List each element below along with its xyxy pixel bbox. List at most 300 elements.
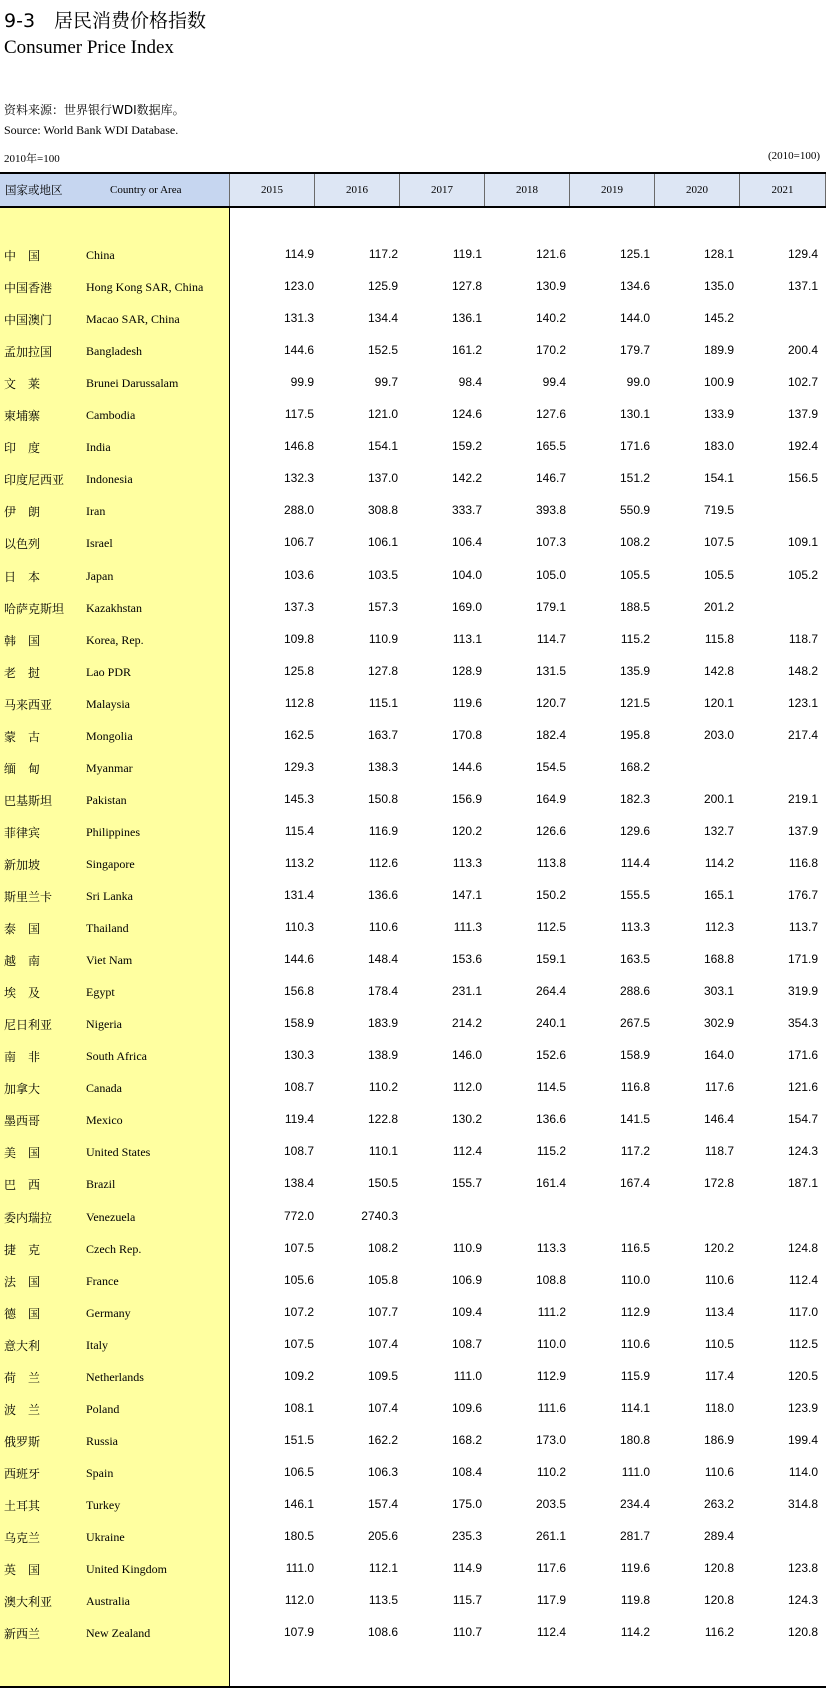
row-value: 111.6 [537,1400,566,1415]
row-country-en: France [86,1273,119,1288]
row-value: 148.4 [367,952,398,967]
row-value: 98.4 [458,375,482,390]
row-value: 162.5 [283,727,314,742]
row-value: 115.7 [452,1593,482,1608]
row-value: 150.8 [367,791,398,806]
row-value: 161.4 [535,1176,566,1191]
table-row [0,1271,826,1291]
table-row [0,1078,826,1098]
row-value: 108.1 [283,1400,314,1415]
row-country-en: South Africa [86,1049,147,1064]
row-value: 148.2 [787,663,818,678]
row-value: 110.2 [536,1464,566,1479]
row-value: 263.2 [703,1496,734,1511]
row-country-en: Indonesia [86,472,133,487]
row-value: 112.5 [788,1336,818,1351]
header-country [0,174,230,206]
row-value: 126.6 [535,823,566,838]
row-value: 123.1 [787,695,818,710]
row-country-en: Kazakhstan [86,600,142,615]
row-value: 289.4 [703,1529,734,1543]
row-value: 109.5 [367,1368,398,1383]
row-value: 114.1 [620,1400,650,1415]
table-bottom-rule [0,1686,826,1688]
row-value: 113.5 [368,1593,398,1608]
row-country-en: Hong Kong SAR, China [86,280,204,295]
row-value: 114.4 [620,855,650,870]
row-country-cn: 马来西亚 [4,697,53,712]
row-country-cn: 伊 朗 [4,505,41,520]
header-country-en: Country or Area [110,184,182,196]
row-value: 267.5 [619,1016,650,1031]
row-value: 156.8 [283,984,314,999]
row-value: 200.1 [703,791,734,806]
table-row [0,1046,826,1066]
header-country-cn: 国家或地区 [5,183,63,197]
table-row [0,1527,826,1547]
row-value: 112.4 [788,1272,818,1287]
row-value: 157.4 [367,1496,398,1511]
row-value: 158.9 [619,1048,650,1063]
row-value: 105.5 [703,567,734,582]
row-value: 146.1 [283,1496,314,1511]
row-value: 112.5 [536,920,566,935]
row-value: 113.3 [452,855,482,870]
row-value: 110.9 [368,631,398,646]
table-row [0,790,826,810]
row-value: 123.9 [787,1400,818,1415]
row-value: 159.2 [451,439,482,454]
row-value: 107.4 [367,1400,398,1415]
row-value: 203.5 [535,1496,566,1511]
table-header [0,174,826,206]
row-country-en: United States [86,1145,151,1160]
row-value: 354.3 [787,1016,818,1031]
row-value: 111.0 [453,1368,482,1383]
row-value: 112.4 [536,1625,566,1640]
table-row [0,662,826,682]
table-row [0,437,826,457]
row-value: 201.2 [703,599,734,614]
table-row [0,630,826,650]
row-value: 157.3 [367,599,398,614]
row-country-cn: 法 国 [4,1274,41,1289]
row-country-en: Lao PDR [86,664,131,679]
row-value: 120.2 [703,1240,734,1255]
row-value: 171.9 [787,952,818,967]
row-value: 127.6 [535,407,566,422]
row-value: 113.2 [284,855,314,870]
row-value: 110.0 [536,1336,566,1351]
table-row [0,886,826,906]
row-country-cn: 墨西哥 [4,1114,41,1129]
row-value: 103.6 [283,567,314,582]
row-value: 146.8 [283,439,314,454]
row-value: 120.8 [703,1593,734,1608]
row-country-en: Pakistan [86,792,127,807]
row-value: 240.1 [535,1016,566,1031]
row-country-cn: 西班牙 [4,1466,41,1481]
table-row [0,566,826,586]
row-value: 108.2 [619,535,650,550]
table-row [0,950,826,970]
row-value: 155.5 [619,888,650,902]
row-country-cn: 韩 国 [4,633,41,648]
row-value: 195.8 [619,727,650,742]
row-value: 169.0 [451,599,482,614]
row-country-cn: 老 挝 [4,665,41,680]
row-value: 125.8 [283,663,314,678]
row-value: 120.1 [703,695,734,710]
row-value: 106.7 [283,535,314,550]
row-value: 183.9 [367,1016,398,1031]
row-value: 124.3 [787,1593,818,1608]
row-value: 114.7 [536,631,566,646]
row-value: 308.8 [367,503,398,518]
row-country-en: Viet Nam [86,953,133,968]
row-value: 107.5 [703,535,734,550]
row-country-cn: 越 南 [4,954,41,969]
page-title-en: Consumer Price Index [4,37,174,58]
row-country-en: Italy [86,1337,108,1352]
row-value: 99.7 [374,375,398,390]
row-value: 121.6 [535,247,566,261]
row-value: 170.8 [451,727,482,742]
row-country-en: Brazil [86,1177,116,1192]
row-value: 107.7 [367,1304,398,1319]
row-country-en: Spain [86,1465,114,1480]
row-value: 124.8 [787,1240,818,1255]
row-value: 136.6 [367,888,398,902]
row-value: 156.9 [451,791,482,806]
row-value: 102.7 [787,375,818,390]
row-value: 137.9 [787,407,818,422]
cpi-table [0,172,826,1692]
row-value: 119.1 [452,247,482,261]
row-value: 200.4 [787,343,818,358]
row-value: 106.9 [451,1272,482,1287]
row-value: 115.2 [620,631,650,646]
row-value: 192.4 [787,439,818,454]
row-value: 141.5 [619,1112,650,1127]
row-country-en: Thailand [86,921,129,936]
table-row [0,1014,826,1034]
row-country-en: Sri Lanka [86,889,133,903]
row-value: 120.5 [787,1368,818,1383]
row-value: 165.5 [535,439,566,454]
row-value: 99.0 [626,375,650,390]
row-value: 2740.3 [361,1208,398,1223]
row-value: 108.6 [367,1625,398,1640]
row-value: 138.3 [367,759,398,774]
row-value: 178.4 [367,984,398,999]
row-country-en: Myanmar [86,760,133,775]
table-row [0,245,826,265]
table-row [0,918,826,938]
table-row [0,1303,826,1323]
row-value: 203.0 [703,727,734,742]
row-country-en: Poland [86,1401,120,1416]
row-country-cn: 泰 国 [4,922,41,937]
row-value: 107.5 [283,1240,314,1255]
row-value: 106.1 [367,535,398,550]
row-value: 137.3 [283,599,314,614]
row-value: 161.2 [451,343,482,358]
row-value: 231.1 [451,984,482,999]
row-value: 175.0 [451,1496,482,1511]
row-value: 281.7 [619,1529,650,1543]
row-value: 110.3 [284,920,314,935]
row-value: 124.3 [787,1144,818,1159]
row-value: 137.9 [787,823,818,838]
row-country-cn: 土耳其 [4,1498,41,1513]
row-value: 125.9 [367,279,398,294]
row-country-cn: 俄罗斯 [4,1434,41,1449]
row-value: 314.8 [787,1496,818,1511]
row-value: 117.9 [536,1593,566,1608]
row-value: 333.7 [451,503,482,518]
row-value: 128.9 [451,663,482,678]
row-value: 150.2 [535,888,566,902]
row-value: 138.4 [283,1176,314,1191]
row-value: 112.9 [536,1368,566,1383]
row-value: 106.4 [451,535,482,550]
row-value: 119.6 [620,1561,650,1576]
row-value: 124.6 [451,407,482,422]
row-value: 135.0 [703,279,734,294]
table-row [0,469,826,489]
row-value: 118.7 [788,631,818,646]
row-value: 115.2 [536,1144,566,1159]
row-value: 110.0 [620,1272,650,1287]
row-value: 171.6 [619,439,650,454]
table-row [0,694,826,714]
row-value: 138.9 [367,1048,398,1063]
table-row [0,758,826,778]
row-value: 303.1 [703,984,734,999]
row-country-en: United Kingdom [86,1562,167,1577]
row-value: 127.8 [451,279,482,294]
row-value: 146.7 [535,471,566,486]
row-country-en: Australia [86,1594,130,1609]
row-value: 144.6 [451,759,482,774]
row-country-en: Malaysia [86,696,130,711]
row-value: 182.4 [535,727,566,742]
row-country-cn: 柬埔寨 [4,409,41,424]
row-value: 109.8 [283,631,314,646]
row-country-cn: 日 本 [4,569,41,584]
base-year-note-en: (2010=100) [767,150,820,162]
row-value: 116.8 [620,1080,650,1095]
row-country-en: China [86,248,115,262]
row-country-cn: 意大利 [4,1338,41,1353]
row-value: 112.9 [620,1304,650,1319]
row-value: 129.3 [283,759,314,774]
table-row [0,598,826,618]
row-country-en: Japan [86,568,114,583]
row-country-cn: 尼日利亚 [4,1018,53,1033]
row-value: 106.3 [367,1464,398,1479]
row-value: 99.4 [542,375,566,390]
row-value: 114.2 [620,1625,650,1640]
row-value: 189.9 [703,343,734,358]
row-value: 156.5 [787,471,818,486]
row-value: 135.9 [619,663,650,678]
row-value: 129.4 [787,247,818,261]
row-value: 217.4 [787,727,818,742]
table-row [0,373,826,393]
row-country-cn: 缅 甸 [4,761,41,776]
table-row [0,1239,826,1259]
row-value: 107.2 [283,1304,314,1319]
row-value: 110.7 [452,1625,482,1640]
row-country-cn: 捷 克 [4,1242,41,1257]
row-value: 110.6 [704,1272,734,1287]
row-value: 132.7 [703,823,734,838]
row-value: 110.1 [368,1144,398,1159]
row-value: 121.6 [787,1080,818,1095]
row-country-cn: 哈萨克斯坦 [4,601,65,616]
row-value: 112.4 [452,1144,482,1159]
row-value: 550.9 [619,503,650,518]
row-value: 393.8 [535,503,566,518]
row-value: 117.2 [620,1144,650,1159]
row-value: 108.8 [535,1272,566,1287]
row-country-en: New Zealand [86,1626,151,1641]
row-country-cn: 英 国 [4,1563,41,1578]
row-value: 199.4 [787,1432,818,1447]
row-value: 128.1 [703,247,734,261]
header-year: 2021 [740,174,826,206]
row-value: 107.5 [283,1336,314,1351]
row-value: 109.2 [283,1368,314,1383]
row-value: 144.6 [283,952,314,967]
row-value: 115.1 [368,695,398,710]
row-value: 205.6 [367,1529,398,1543]
row-value: 113.8 [536,855,566,870]
table-row [0,1559,826,1579]
row-value: 137.1 [787,279,818,294]
row-value: 110.6 [368,920,398,935]
row-value: 109.1 [787,535,818,550]
row-value: 110.6 [704,1464,734,1479]
row-value: 133.9 [703,407,734,422]
row-value: 164.9 [535,791,566,806]
row-country-cn: 孟加拉国 [4,345,53,360]
row-value: 117.2 [368,247,398,261]
row-value: 179.7 [619,343,650,358]
row-value: 119.4 [284,1112,314,1127]
row-value: 118.7 [704,1144,734,1159]
row-country-cn: 委内瑞拉 [4,1210,53,1225]
row-country-en: Egypt [86,985,115,1000]
row-country-en: Israel [86,536,113,551]
row-value: 170.2 [535,343,566,358]
row-value: 123.8 [787,1561,818,1576]
row-country-en: India [86,440,111,455]
row-value: 114.9 [452,1561,482,1576]
row-value: 116.2 [704,1625,734,1640]
header-year: 2015 [230,174,315,206]
table-row [0,854,826,874]
row-value: 131.5 [535,663,566,678]
header-year: 2019 [570,174,655,206]
row-value: 154.1 [703,471,734,486]
table-row [0,277,826,297]
row-value: 152.5 [367,343,398,358]
row-value: 168.2 [451,1432,482,1447]
row-value: 112.3 [704,920,734,935]
row-value: 108.2 [367,1240,398,1255]
row-value: 108.7 [283,1144,314,1159]
row-value: 153.6 [451,952,482,967]
table-row [0,1623,826,1643]
row-value: 164.0 [703,1048,734,1063]
table-row [0,1207,826,1227]
table-row [0,501,826,521]
row-value: 113.3 [536,1240,566,1255]
row-value: 261.1 [535,1529,566,1543]
table-row [0,726,826,746]
row-country-cn: 印度尼西亚 [4,473,65,488]
row-value: 152.6 [535,1048,566,1063]
row-country-cn: 中国香港 [4,281,53,296]
row-country-en: Nigeria [86,1017,122,1032]
row-value: 159.1 [535,952,566,967]
row-value: 158.9 [283,1016,314,1031]
row-value: 110.5 [704,1336,734,1351]
row-value: 120.8 [787,1625,818,1640]
row-value: 130.9 [535,279,566,294]
table-row [0,982,826,1002]
row-country-en: Venezuela [86,1209,136,1224]
row-value: 167.4 [619,1176,650,1191]
header-year: 2017 [400,174,485,206]
row-value: 112.8 [284,695,314,710]
row-value: 117.0 [788,1304,818,1319]
row-value: 105.0 [535,567,566,582]
row-value: 147.1 [451,888,482,902]
row-value: 130.2 [451,1112,482,1127]
row-country-cn: 德 国 [4,1306,41,1321]
row-value: 172.8 [703,1176,734,1191]
base-year-note-cn: 2010年=100 [4,153,60,165]
row-value: 117.5 [284,407,314,422]
row-value: 118.0 [704,1400,734,1415]
row-country-en: Turkey [86,1497,121,1512]
row-value: 162.2 [367,1432,398,1447]
row-value: 109.4 [451,1304,482,1319]
row-value: 105.8 [367,1272,398,1287]
header-year: 2018 [485,174,570,206]
row-value: 125.1 [619,247,650,261]
row-value: 115.9 [620,1368,650,1383]
row-value: 146.4 [703,1112,734,1127]
row-value: 127.8 [367,663,398,678]
row-value: 105.6 [283,1272,314,1287]
row-value: 150.5 [367,1176,398,1191]
row-value: 112.6 [368,855,398,870]
row-value: 107.9 [283,1625,314,1640]
row-country-en: Cambodia [86,408,136,423]
row-value: 120.2 [451,823,482,838]
row-value: 109.6 [451,1400,482,1415]
row-value: 120.7 [535,695,566,710]
row-country-cn: 波 兰 [4,1402,41,1417]
row-country-en: Canada [86,1081,122,1096]
row-value: 99.9 [290,375,314,390]
row-country-cn: 新西兰 [4,1627,41,1642]
